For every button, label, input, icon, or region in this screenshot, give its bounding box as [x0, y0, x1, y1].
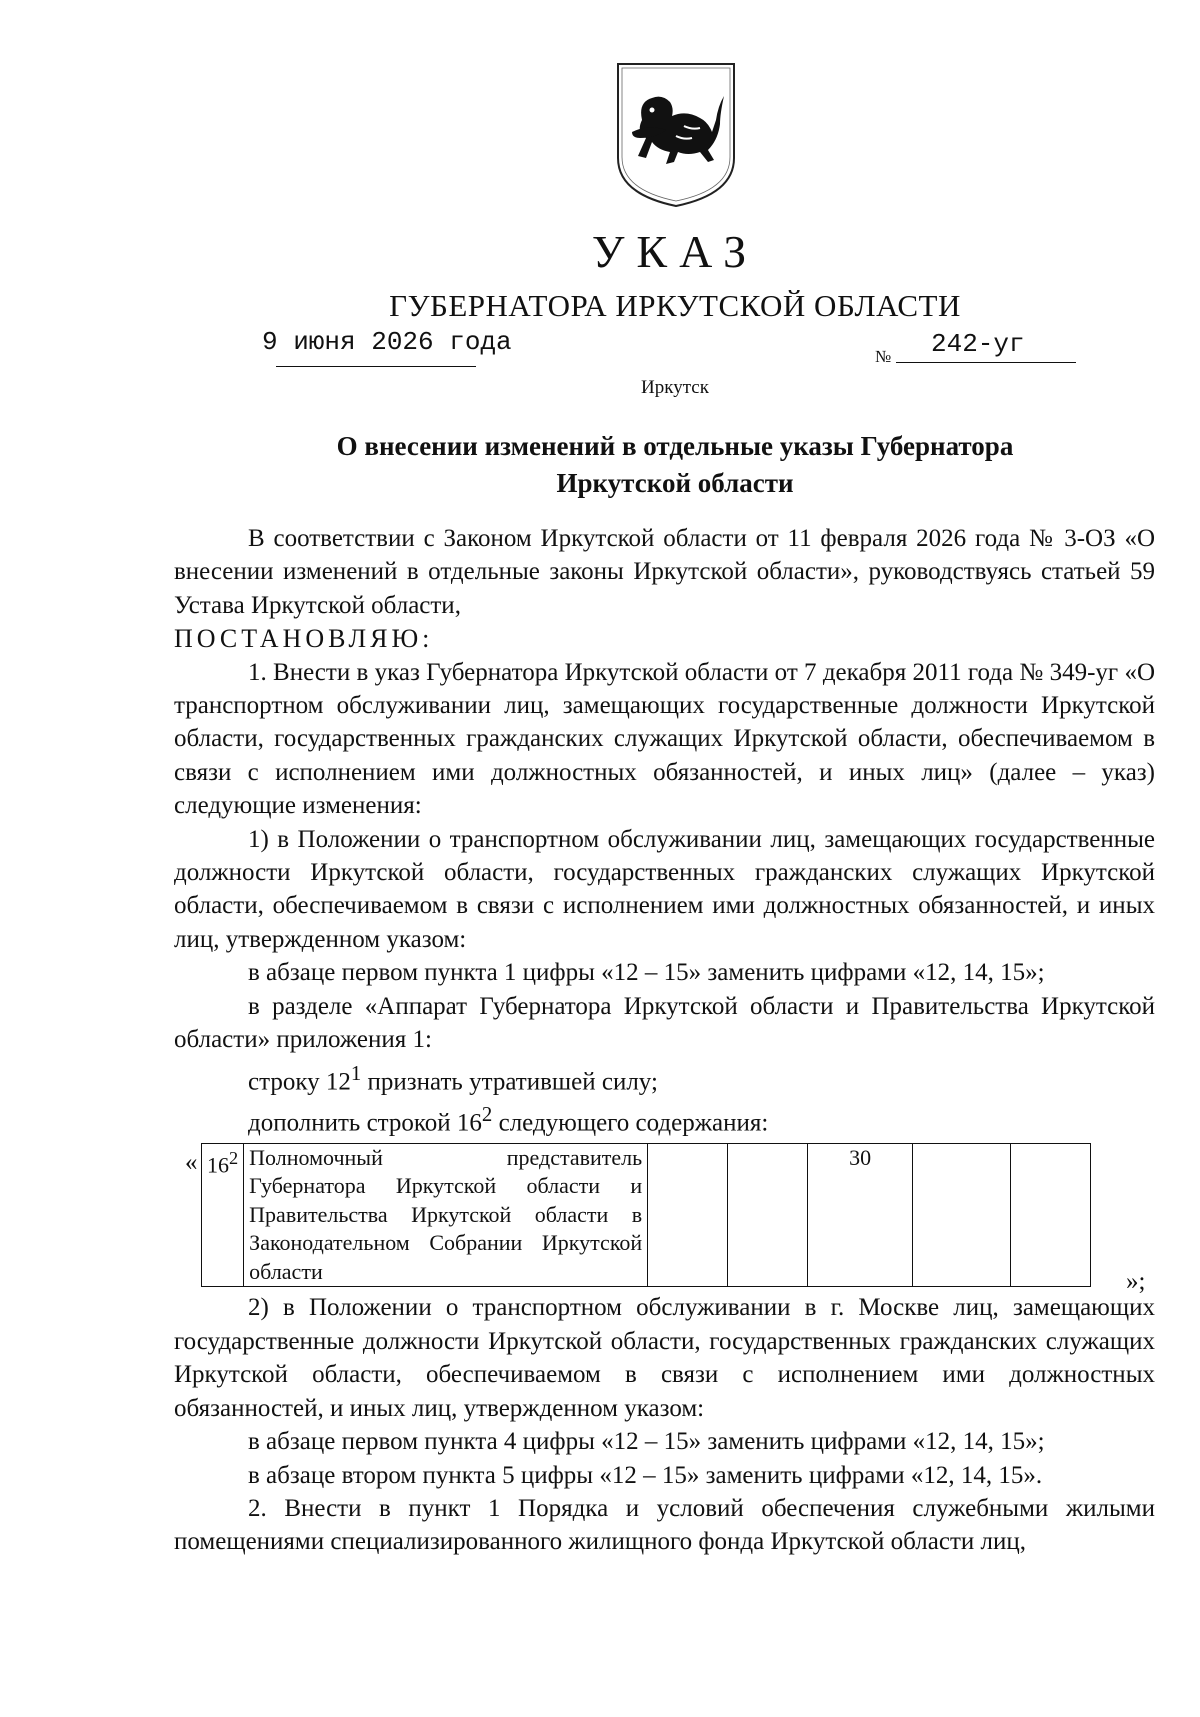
quote-close: »;: [1126, 1267, 1146, 1295]
value-cell: 30: [808, 1143, 913, 1287]
item-1-2-b-paragraph: в абзаце втором пункта 5 цифры «12 – 15» заменить цифрами «12, 14, 15».: [248, 1461, 1043, 1489]
item-1-1-b-paragraph: в разделе «Аппарат Губернатора Иркутской области и Правительства Иркутской области» приложения 1:: [174, 992, 1155, 1054]
decree-date: 9 июня 2026 года: [262, 327, 512, 357]
item-1-1-c-paragraph: [174, 1057, 1155, 1099]
item-1-1-c-text: строку 12: [248, 1067, 351, 1095]
position-name-cell: Полномочный представитель Губернатора Иркутской области и Правительства Иркутской области в Законодательном Собрании Иркутской области: [244, 1143, 648, 1287]
issuing-authority: ГУБЕРНАТОРА ИРКУТСКОЙ ОБЛАСТИ: [389, 288, 961, 323]
document-heading: [260, 428, 1090, 502]
row-number: 16: [207, 1152, 229, 1178]
item-1-1-d-paragraph: [174, 1098, 1155, 1140]
number-sign: №: [875, 347, 892, 366]
empty-cell-3: [913, 1143, 1011, 1287]
table-row: [202, 1143, 1091, 1287]
item-1-paragraph: 1. Внести в указ Губернатора Иркутской области от 7 декабря 2011 года № 349-уг «О транспортном обслуживании лиц, замещающих государственные должности Иркутской области, государственных гражданских служащих Иркутской области, обеспечиваемом в связи с исполнением ими должностных обязанностей, и иных лиц» (далее – указ) следующие изменения:: [174, 658, 1155, 820]
item-1-1-d-superscript: 2: [481, 1102, 493, 1127]
item-1-1-c-text-end: признать утратившей силу;: [361, 1067, 658, 1095]
inserted-table-row: [201, 1143, 1091, 1288]
preamble-paragraph: В соответствии с Законом Иркутской области от 11 февраля 2026 года № 3-ОЗ «О внесении изменений в отдельные законы Иркутской области», руководствуясь статьей 59 Устава Иркутской области,: [174, 525, 1155, 619]
row-number-cell: [202, 1143, 244, 1287]
decree-word: ПОСТАНОВЛЯЮ:: [174, 624, 434, 654]
item-1-1-paragraph: 1) в Положении о транспортном обслуживании лиц, замещающих государственные должности Иркутской области, государственных гражданских служащих Иркутской области, обеспечиваемом в связи с исполнением ими должностных обязанностей, и иных лиц, утвержденном указом:: [174, 825, 1155, 953]
date-underline: [276, 366, 476, 367]
row-number-superscript: 2: [229, 1147, 239, 1168]
heading-line-1: О внесении изменений в отдельные указы Губернатора: [336, 431, 1014, 461]
number-underline: [896, 362, 1076, 363]
empty-cell-1: [648, 1143, 728, 1287]
item-1-1-d-text: дополнить строкой 16: [248, 1109, 482, 1137]
document-body: [174, 522, 1155, 1559]
decree-number: 242-уг: [931, 329, 1025, 359]
item-1-2-paragraph: 2) в Положении о транспортном обслуживании в г. Москве лиц, замещающих государственные должности Иркутской области, государственных гражданских служащих Иркутской области, обеспечиваемом в связи с исполнением ими должностных обязанностей, и иных лиц, утвержденном указом:: [174, 1294, 1155, 1422]
inserted-row-block: [174, 1143, 1155, 1295]
document-type-title: УКАЗ: [591, 226, 759, 277]
item-1-1-a-paragraph: в абзаце первом пункта 1 цифры «12 – 15» заменить цифрами «12, 14, 15»;: [248, 959, 1045, 987]
empty-cell-2: [728, 1143, 808, 1287]
heading-line-2: Иркутской области: [556, 468, 794, 498]
quote-open: «: [185, 1148, 198, 1176]
item-1-1-d-text-end: следующего содержания:: [492, 1109, 769, 1137]
item-1-2-a-paragraph: в абзаце первом пункта 4 цифры «12 – 15» заменить цифрами «12, 14, 15»;: [248, 1428, 1045, 1456]
city-name: Иркутск: [641, 377, 709, 398]
empty-cell-4: [1011, 1143, 1091, 1287]
item-2-paragraph: 2. Внести в пункт 1 Порядка и условий обеспечения служебными жилыми помещениями специализированного жилищного фонда Иркутской области лиц,: [174, 1494, 1155, 1556]
item-1-1-c-superscript: 1: [350, 1060, 362, 1085]
coat-of-arms-emblem: [612, 60, 740, 210]
